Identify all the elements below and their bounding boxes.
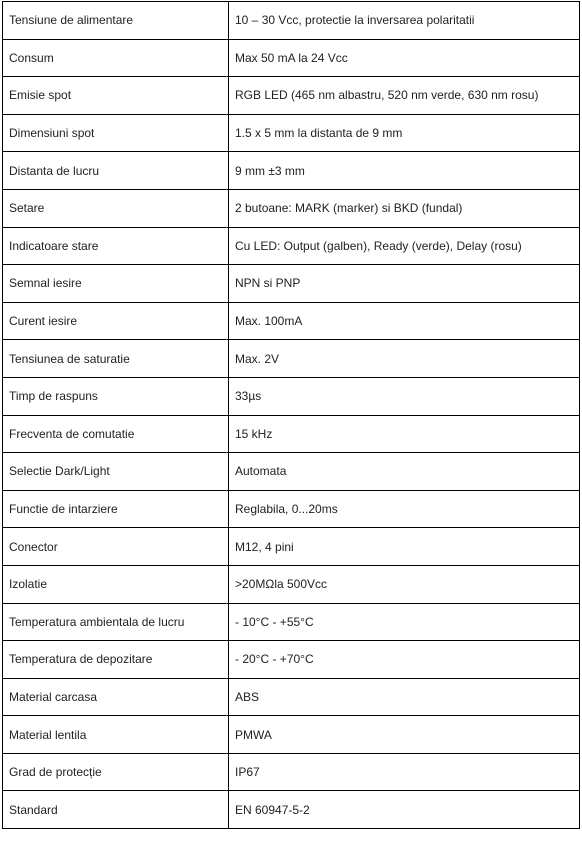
table-row (3, 227, 580, 265)
param-cell: Timp de raspuns (3, 377, 229, 415)
value-cell: - 20°C - +70°C (229, 641, 580, 679)
param-cell: Curent iesire (3, 302, 229, 340)
table-row (3, 603, 580, 641)
value-cell: NPN si PNP (229, 265, 580, 303)
table-row (3, 565, 580, 603)
param-cell: Setare (3, 189, 229, 227)
value-cell: Max. 2V (229, 340, 580, 378)
value-cell: 10 – 30 Vcc, protectie la inversarea polaritatii (229, 2, 580, 40)
value-cell: Max 50 mA la 24 Vcc (229, 39, 580, 77)
value-cell: ABS (229, 678, 580, 716)
table-row (3, 753, 580, 791)
param-cell: Grad de protecție (3, 753, 229, 791)
table-row (3, 528, 580, 566)
table-row (3, 39, 580, 77)
param-cell: Distanta de lucru (3, 152, 229, 190)
param-cell: Tensiunea de saturatie (3, 340, 229, 378)
param-cell: Material lentila (3, 716, 229, 754)
param-cell: Material carcasa (3, 678, 229, 716)
table-row (3, 716, 580, 754)
value-cell: 33µs (229, 377, 580, 415)
table-row (3, 490, 580, 528)
param-cell: Tensiune de alimentare (3, 2, 229, 40)
value-cell: Max. 100mA (229, 302, 580, 340)
table-row (3, 302, 580, 340)
value-cell: Reglabila, 0...20ms (229, 490, 580, 528)
value-cell: EN 60947-5-2 (229, 791, 580, 829)
table-row (3, 415, 580, 453)
table-row (3, 340, 580, 378)
value-cell: 9 mm ±3 mm (229, 152, 580, 190)
table-row (3, 641, 580, 679)
table-row (3, 265, 580, 303)
value-cell: 1.5 x 5 mm la distanta de 9 mm (229, 114, 580, 152)
param-cell: Temperatura ambientala de lucru (3, 603, 229, 641)
value-cell: PMWA (229, 716, 580, 754)
value-cell: RGB LED (465 nm albastru, 520 nm verde, 630 nm rosu) (229, 77, 580, 115)
param-cell: Functie de intarziere (3, 490, 229, 528)
table-row (3, 2, 580, 40)
table-row (3, 152, 580, 190)
value-cell: IP67 (229, 753, 580, 791)
value-cell: Automata (229, 453, 580, 491)
table-row (3, 77, 580, 115)
value-cell: M12, 4 pini (229, 528, 580, 566)
param-cell: Frecventa de comutatie (3, 415, 229, 453)
table-row (3, 791, 580, 829)
value-cell: Cu LED: Output (galben), Ready (verde), Delay (rosu) (229, 227, 580, 265)
param-cell: Dimensiuni spot (3, 114, 229, 152)
value-cell: >20MΩla 500Vcc (229, 565, 580, 603)
param-cell: Temperatura de depozitare (3, 641, 229, 679)
param-cell: Emisie spot (3, 77, 229, 115)
param-cell: Conector (3, 528, 229, 566)
param-cell: Izolatie (3, 565, 229, 603)
table-row (3, 377, 580, 415)
value-cell: - 10°C - +55°C (229, 603, 580, 641)
table-row (3, 114, 580, 152)
param-cell: Indicatoare stare (3, 227, 229, 265)
table-row (3, 189, 580, 227)
param-cell: Consum (3, 39, 229, 77)
value-cell: 2 butoane: MARK (marker) si BKD (fundal) (229, 189, 580, 227)
spec-table (2, 1, 580, 829)
param-cell: Standard (3, 791, 229, 829)
param-cell: Semnal iesire (3, 265, 229, 303)
table-row (3, 453, 580, 491)
table-row (3, 678, 580, 716)
param-cell: Selectie Dark/Light (3, 453, 229, 491)
spec-table-body (3, 2, 580, 829)
value-cell: 15 kHz (229, 415, 580, 453)
